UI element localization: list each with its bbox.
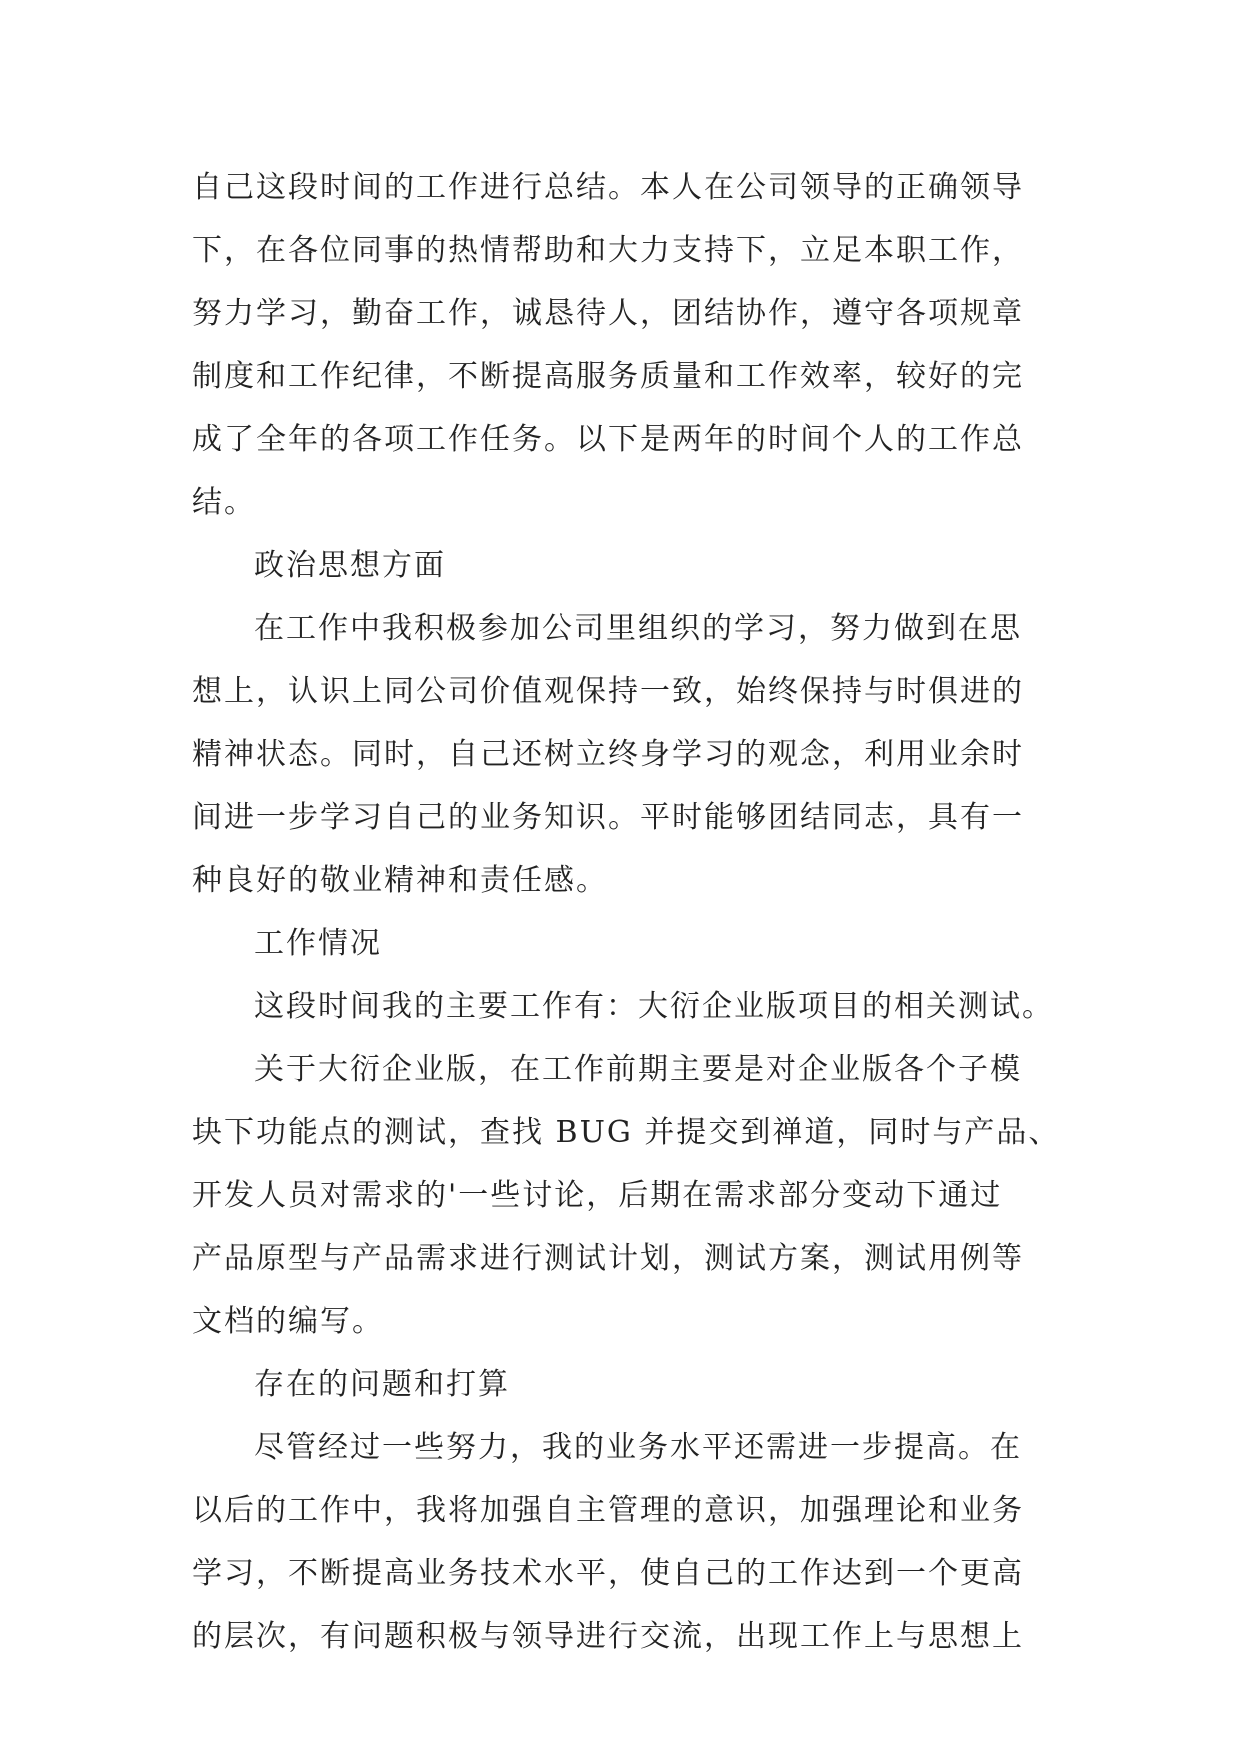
paragraph-line: 的层次，有问题积极与领导进行交流，出现工作上与思想上: [192, 1619, 1024, 1654]
paragraph-line: 下，在各位同事的热情帮助和大力支持下，立足本职工作，: [192, 233, 1024, 268]
paragraph-line: 尽管经过一些努力，我的业务水平还需进一步提高。在: [254, 1430, 1022, 1465]
paragraph-line: 在工作中我积极参加公司里组织的学习，努力做到在思: [254, 611, 1022, 646]
section-heading: 存在的问题和打算: [254, 1367, 510, 1402]
paragraph-line: 结。: [192, 485, 256, 520]
paragraph-line: 精神状态。同时，自己还树立终身学习的观念，利用业余时: [192, 737, 1024, 772]
paragraph-line: 这段时间我的主要工作有：大衍企业版项目的相关测试。: [254, 989, 1054, 1024]
paragraph-line: 文档的编写。: [192, 1304, 384, 1339]
paragraph-line: 块下功能点的测试，查找 BUG 并提交到禅道，同时与产品、: [192, 1115, 1061, 1150]
paragraph-line: 以后的工作中，我将加强自主管理的意识，加强理论和业务: [192, 1493, 1024, 1528]
section-heading: 政治思想方面: [254, 548, 446, 583]
paragraph-line: 自己这段时间的工作进行总结。本人在公司领导的正确领导: [192, 170, 1024, 205]
paragraph-line: 学习，不断提高业务技术水平，使自己的工作达到一个更高: [192, 1556, 1024, 1591]
paragraph-line: 间进一步学习自己的业务知识。平时能够团结同志，具有一: [192, 800, 1024, 835]
paragraph-line: 努力学习，勤奋工作，诚恳待人，团结协作，遵守各项规章: [192, 296, 1024, 331]
paragraph-line: 想上，认识上同公司价值观保持一致，始终保持与时俱进的: [192, 674, 1024, 709]
paragraph-line: 关于大衍企业版，在工作前期主要是对企业版各个子模: [254, 1052, 1022, 1087]
paragraph-line: 开发人员对需求的'一些讨论，后期在需求部分变动下通过: [192, 1178, 1003, 1213]
section-heading: 工作情况: [254, 926, 382, 961]
paragraph-line: 成了全年的各项工作任务。以下是两年的时间个人的工作总: [192, 422, 1024, 457]
paragraph-line: 种良好的敬业精神和责任感。: [192, 863, 608, 898]
paragraph-line: 制度和工作纪律，不断提高服务质量和工作效率，较好的完: [192, 359, 1024, 394]
paragraph-line: 产品原型与产品需求进行测试计划，测试方案，测试用例等: [192, 1241, 1024, 1276]
